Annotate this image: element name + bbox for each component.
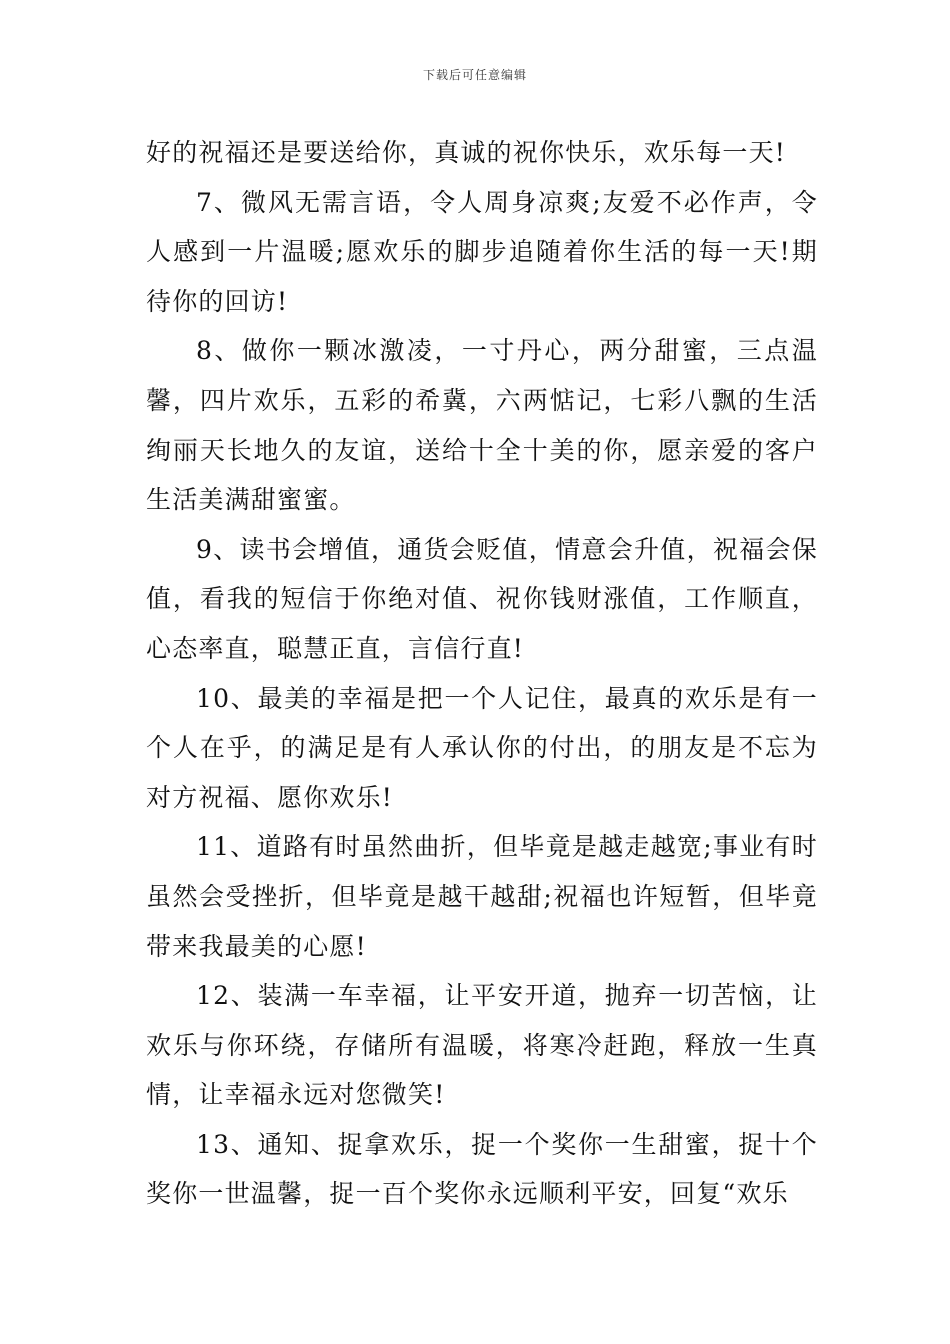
paragraph-continued: 好的祝福还是要送给你，真诚的祝你快乐，欢乐每一天! [146,138,787,167]
paragraph-item-9: 9、读书会增值，通货会贬值，情意会升值，祝福会保值，看我的短信于你绝对值、祝你钱财涨值，工作顺直，心态率直，聪慧正直，言信行直! [146,534,818,663]
paragraph-item-13: 13、通知、捉拿欢乐，捉一个奖你一生甜蜜，捉十个奖你一世温馨，捉一百个奖你永远顺利平安，回复“欢乐 [146,1129,818,1209]
page-header-note: 下载后可任意编辑 [422,68,527,82]
paragraph-item-10: 10、最美的幸福是把一个人记住，最真的欢乐是有一个人在乎，的满足是有人承认你的付出，的朋友是不忘为对方祝福、愿你欢乐! [146,683,818,812]
paragraph-item-11: 11、道路有时虽然曲折，但毕竟是越走越宽;事业有时虽然会受挫折，但毕竟是越干越甜;祝福也许短暂，但毕竟带来我最美的心愿! [146,832,818,961]
paragraph-item-8: 8、做你一颗冰激凌，一寸丹心，两分甜蜜，三点温馨，四片欢乐，五彩的希冀，六两惦记，七彩八飘的生活绚丽天长地久的友谊，送给十全十美的你，愿亲爱的客户生活美满甜蜜蜜。 [146,336,818,515]
document-body [146,128,818,1219]
paragraph-item-7: 7、微风无需言语，令人周身凉爽;友爱不必作声，令人感到一片温暖;愿欢乐的脚步追随着你生活的每一天!期待你的回访! [146,187,818,316]
paragraph-item-12: 12、装满一车幸福，让平安开道，抛弃一切苦恼，让欢乐与你环绕，存储所有温暖，将寒冷赶跑，释放一生真情，让幸福永远对您微笑! [146,981,818,1110]
